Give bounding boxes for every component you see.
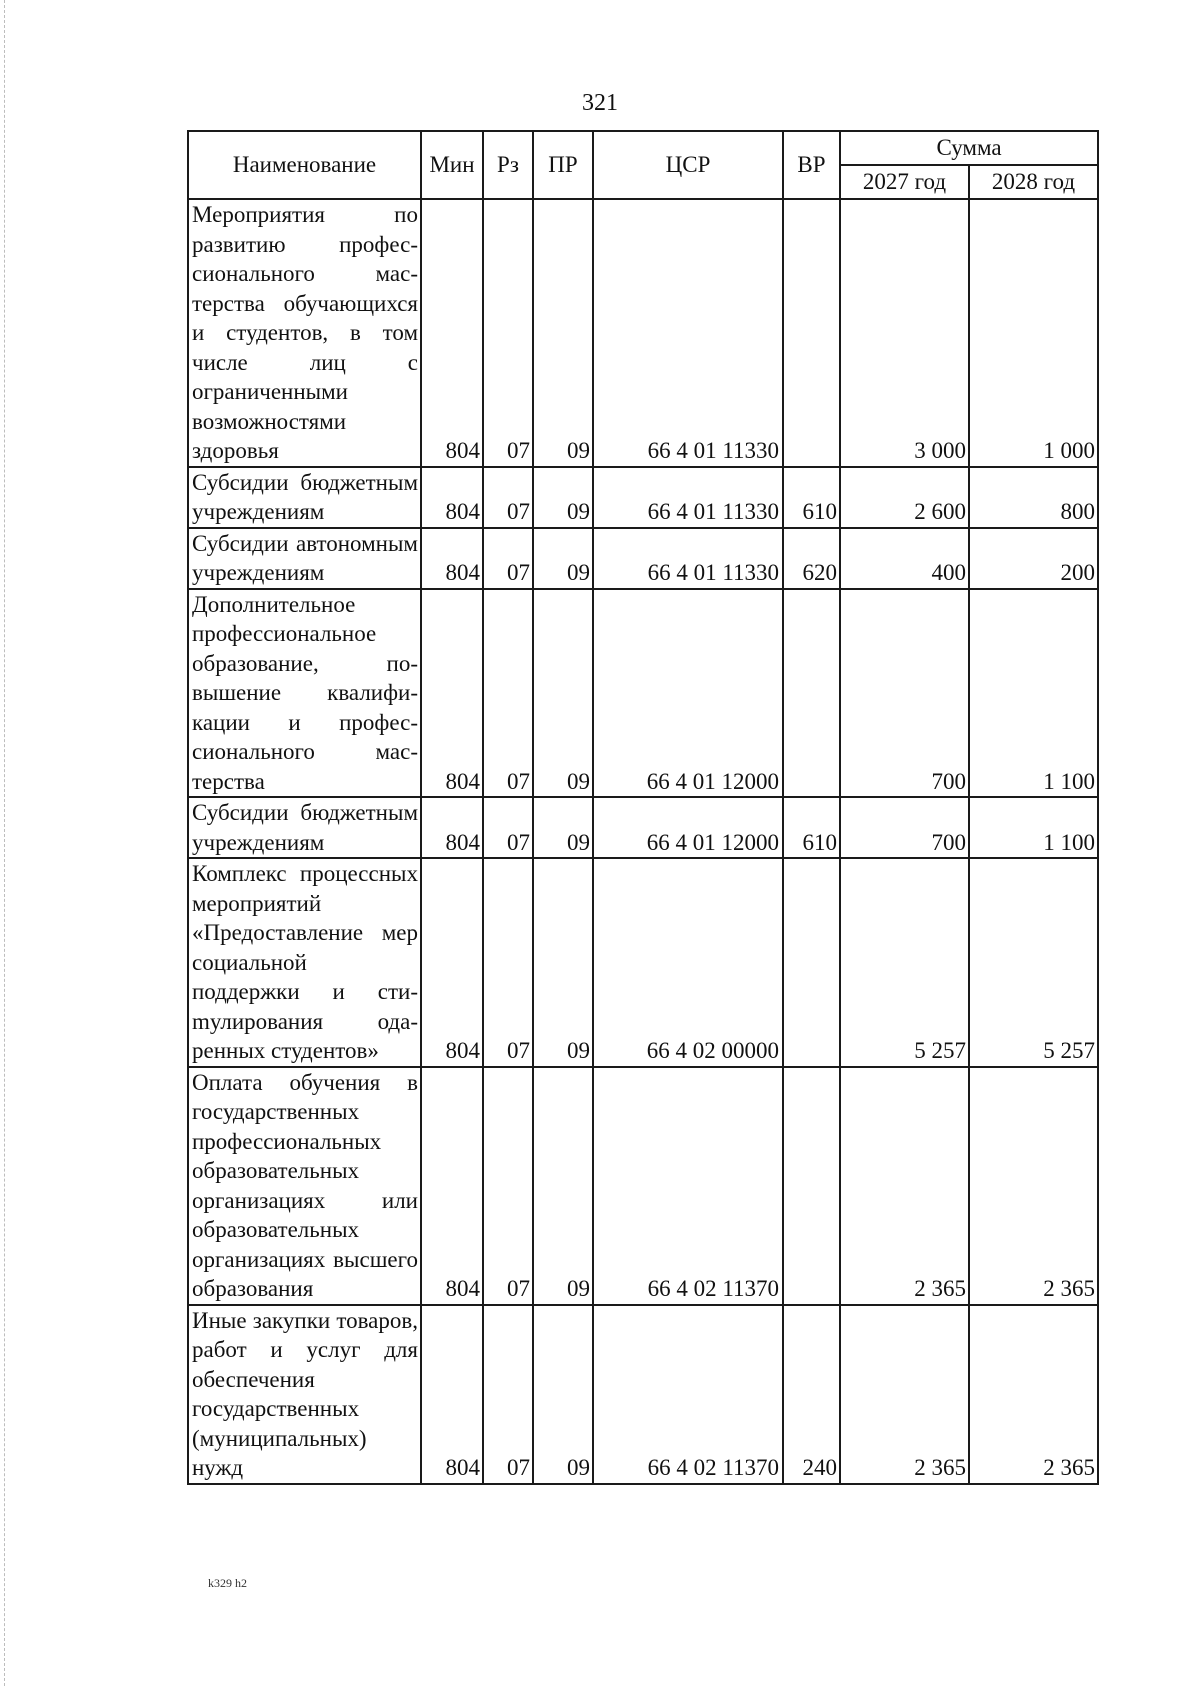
row-rz: 07 [483,589,533,798]
row-csr: 66 4 01 11330 [593,199,783,467]
row-csr: 66 4 01 12000 [593,797,783,858]
row-name: Оплата обучения в государственных профессиональных образовательных организациях или образовательных организациях высшего образования [188,1067,421,1305]
row-pr: 09 [533,858,593,1067]
table-row [188,1305,1098,1484]
row-sum-2027: 400 [840,528,969,589]
table-row [188,589,1098,798]
row-min: 804 [421,1305,483,1484]
row-rz: 07 [483,528,533,589]
header-rz: Рз [483,131,533,199]
row-sum-2028: 1 100 [969,797,1098,858]
row-csr: 66 4 02 11370 [593,1067,783,1305]
row-min: 804 [421,858,483,1067]
table-row [188,797,1098,858]
row-sum-2028: 800 [969,467,1098,528]
table-row [188,467,1098,528]
row-vr: 610 [783,467,840,528]
header-name: Наименование [188,131,421,199]
row-vr [783,1067,840,1305]
row-sum-2027: 5 257 [840,858,969,1067]
row-sum-2028: 1 000 [969,199,1098,467]
row-rz: 07 [483,467,533,528]
table-row [188,199,1098,467]
header-year-2027: 2027 год [840,165,969,199]
row-pr: 09 [533,528,593,589]
row-csr: 66 4 01 12000 [593,589,783,798]
row-sum-2028: 200 [969,528,1098,589]
budget-table [187,130,1099,1485]
row-sum-2027: 2 600 [840,467,969,528]
row-rz: 07 [483,1305,533,1484]
row-min: 804 [421,199,483,467]
row-sum-2027: 2 365 [840,1067,969,1305]
row-rz: 07 [483,199,533,467]
row-pr: 09 [533,589,593,798]
page-number: 321 [582,90,618,116]
header-csr: ЦСР [593,131,783,199]
table-body [188,199,1098,1484]
row-csr: 66 4 02 00000 [593,858,783,1067]
header-vr: ВР [783,131,840,199]
row-vr [783,858,840,1067]
row-sum-2028: 1 100 [969,589,1098,798]
header-sum: Сумма [840,131,1098,165]
row-name: Дополнительное профессиональное образование, повышение квалификации и профессионального мастерства [188,589,421,798]
row-min: 804 [421,467,483,528]
header-year-2028: 2028 год [969,165,1098,199]
row-pr: 09 [533,1067,593,1305]
row-vr: 620 [783,528,840,589]
row-name: Комплекс процессных мероприятий «Предоставление мер социальной поддержки и стиmулирования одаренных студентов» [188,858,421,1067]
row-sum-2028: 2 365 [969,1305,1098,1484]
row-vr [783,199,840,467]
row-name: Иные закупки товаров, работ и услуг для обеспечения государственных (муниципальных) нужд [188,1305,421,1484]
row-csr: 66 4 01 11330 [593,528,783,589]
header-row-1 [188,131,1098,165]
row-name: Мероприятия по развитию профессионального мастерства обучающихся и студентов, в том числе лиц с ограниченными возможностями здоровья [188,199,421,467]
row-sum-2028: 5 257 [969,858,1098,1067]
document-code: k329 h2 [208,1576,247,1590]
row-sum-2027: 700 [840,797,969,858]
row-min: 804 [421,528,483,589]
row-csr: 66 4 01 11330 [593,467,783,528]
row-sum-2027: 3 000 [840,199,969,467]
row-vr [783,589,840,798]
row-min: 804 [421,589,483,798]
row-min: 804 [421,797,483,858]
table-row [188,528,1098,589]
table-row [188,1067,1098,1305]
row-vr: 610 [783,797,840,858]
row-csr: 66 4 02 11370 [593,1305,783,1484]
row-rz: 07 [483,797,533,858]
header-min: Мин [421,131,483,199]
row-vr: 240 [783,1305,840,1484]
row-sum-2027: 2 365 [840,1305,969,1484]
row-min: 804 [421,1067,483,1305]
row-name: Субсидии автономным учреждениям [188,528,421,589]
row-name: Субсидии бюджетным учреждениям [188,467,421,528]
scan-edge-line [4,0,6,1686]
row-pr: 09 [533,199,593,467]
row-rz: 07 [483,858,533,1067]
row-sum-2028: 2 365 [969,1067,1098,1305]
row-sum-2027: 700 [840,589,969,798]
header-pr: ПР [533,131,593,199]
table-header [188,131,1098,199]
row-name: Субсидии бюджетным учреждениям [188,797,421,858]
row-pr: 09 [533,467,593,528]
table-row [188,858,1098,1067]
row-pr: 09 [533,1305,593,1484]
row-pr: 09 [533,797,593,858]
row-rz: 07 [483,1067,533,1305]
